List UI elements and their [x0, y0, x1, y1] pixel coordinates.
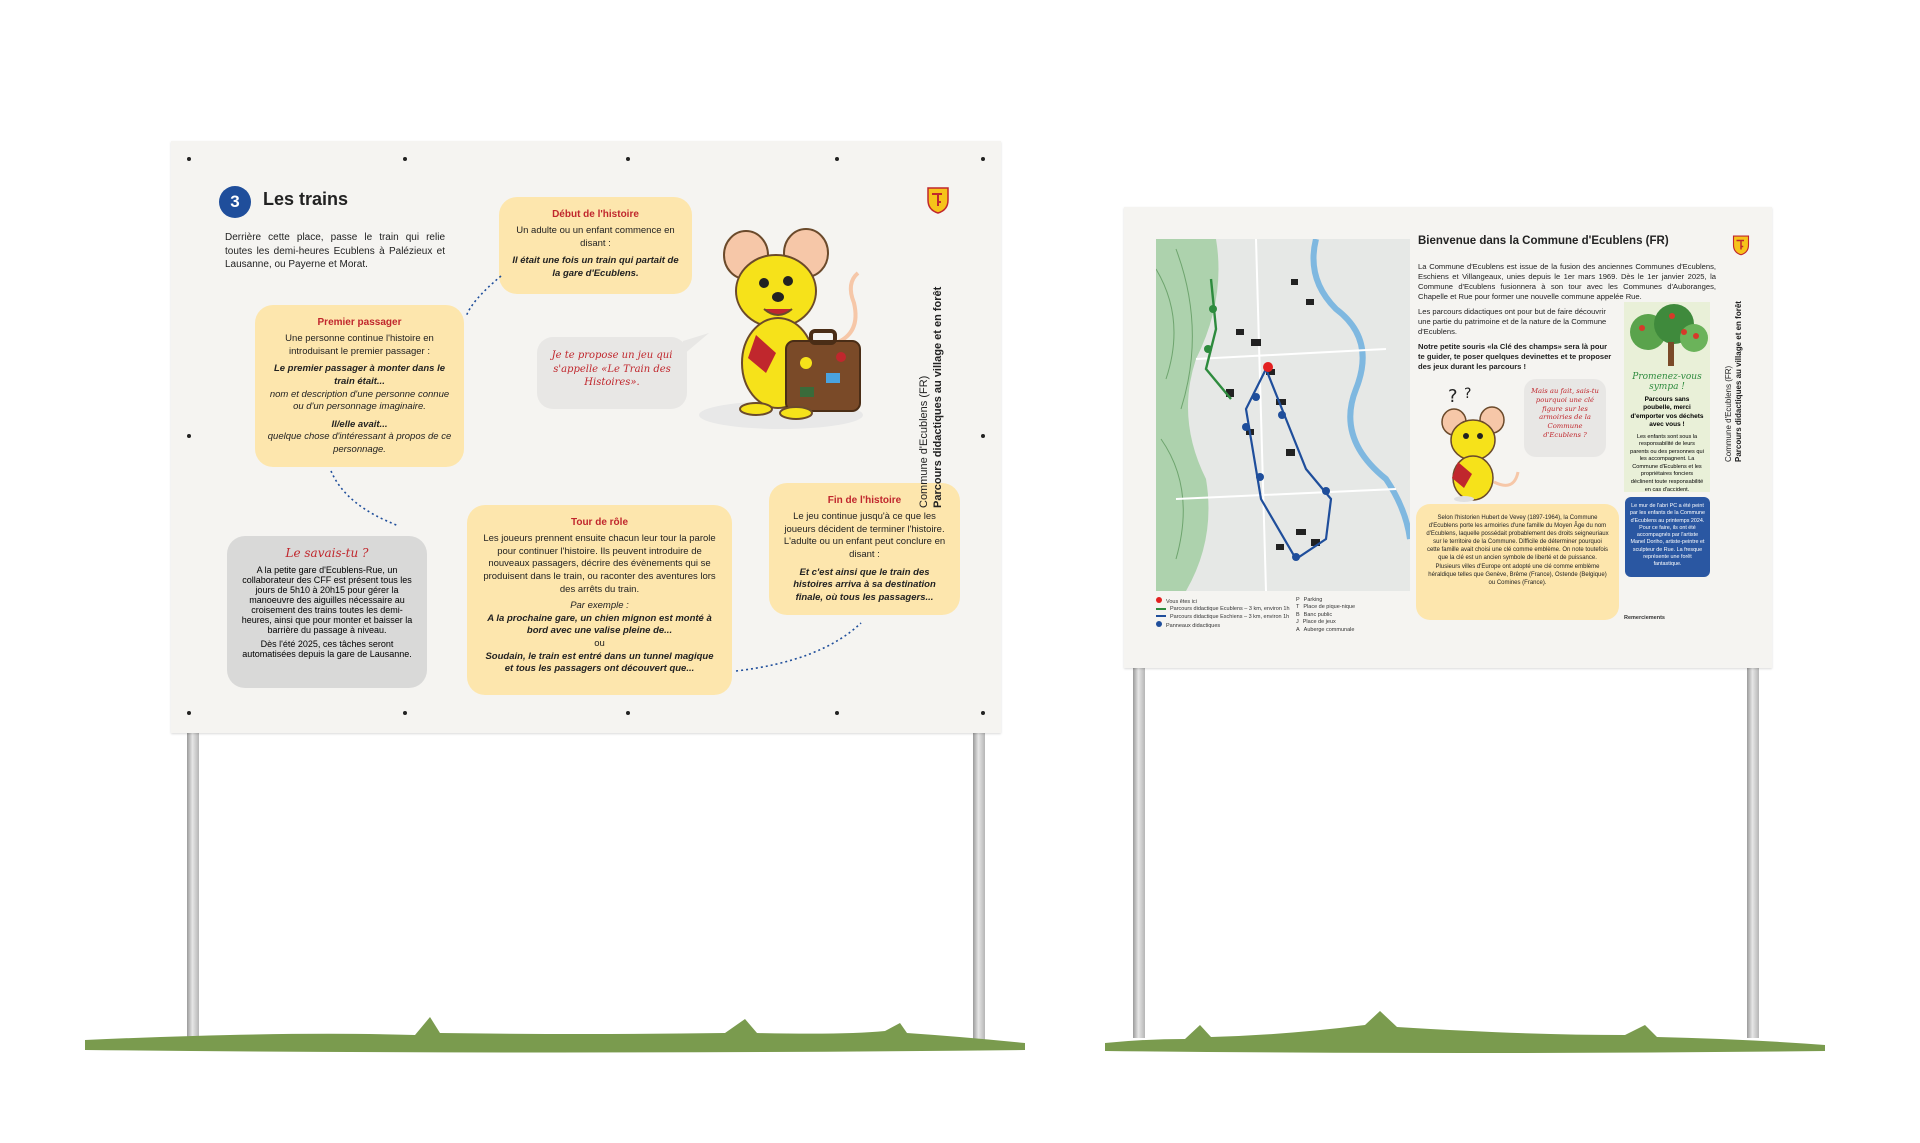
- end-quote: Et c'est ainsi que le train des histoires arriva à sa destination finale, où tous les passagers...: [793, 566, 936, 603]
- first-passenger-quote2: Il/elle avait...: [331, 418, 388, 430]
- walk-text: Les enfants sont sous la responsabilité de leurs parents ou des personnes qui les accompagnent. La Commune d'Ecublens et les propriétaires fonciers déclinent toute responsabilité en cas d'accident.: [1630, 433, 1704, 493]
- intro-text: Derrière cette place, passe le train qui relie toutes les demi-heures Ecublens à Palézieux et Lausanne, ou Payerne et Morat.: [225, 232, 445, 270]
- legend-item: A Auberge communale: [1296, 626, 1355, 633]
- first-passenger-italic: nom et description d'une personne connue ou d'un personnage imaginaire.: [269, 388, 450, 413]
- picnic-icon: T: [1296, 604, 1300, 611]
- fact-text: A la petite gare d'Ecublens-Rue, un collaborateur des CFF est présent tous les jours de 5h10 à 20h15 pour gérer la manoeuvre des aiguilles nécessaire au croisement des trains toutes les demi-heures, ainsi que pour monter et baisser la barrière du passage à niveau.: [241, 565, 413, 635]
- legend-item: Vous êtes ici: [1156, 597, 1296, 606]
- commune-coat-of-arms-icon: [926, 186, 950, 214]
- history-bubble: [1416, 504, 1619, 620]
- right-board-post-left: [1133, 668, 1145, 1038]
- vertical-title-line-2: Parcours didactiques au village et en forêt: [931, 286, 944, 508]
- map-legend-right: [1296, 597, 1406, 634]
- first-passenger-italic2: quelque chose d'intéressant à propos de ce personnage.: [267, 431, 452, 455]
- turn-title: Tour de rôle: [570, 517, 629, 528]
- end-text: Le jeu continue jusqu'à ce que les joueurs décident de terminer l'histoire. L'adulte ou un enfant peut conclure en disant :: [783, 511, 946, 560]
- start-quote: Il était une fois un train qui partait de la gare d'Ecublens.: [512, 255, 679, 279]
- walk-title: Promenez-vous sympa !: [1632, 372, 1702, 392]
- left-board-post-left: [187, 730, 199, 1040]
- credits: Remerciements: [1624, 615, 1665, 621]
- walk-panel: [1624, 302, 1710, 492]
- turn-text: Les joueurs prennent ensuite chacun leur tour la parole pour continuer l'histoire. Ils peuvent introduire de nouveaux passagers, décrire des évènements qui se produisent dans le train, ou raconter des aventures lors des arrêts du train.: [483, 533, 716, 595]
- station-number-badge: 3: [219, 186, 251, 218]
- right-board-post-right: [1747, 668, 1759, 1038]
- vertical-title-line-2: Parcours didactiques au village et en forêt: [1734, 301, 1743, 462]
- grass-right: [1105, 1005, 1825, 1055]
- turn-quote2: Soudain, le train est entré dans un tunnel magique et tous les passagers ont découvert que...: [485, 650, 714, 675]
- mouse-speech-text: Mais au fait, sais-tu pourquoi une clé figure sur les armoiries de la Commune d'Ecublens ?: [1531, 387, 1599, 440]
- turn-quote1: A la prochaine gare, un chien mignon est monté à bord avec une valise pleine de...: [487, 612, 712, 637]
- first-passenger-text: Une personne continue l'histoire en introduisant le premier passager :: [285, 333, 434, 357]
- you-are-here-icon: [1156, 597, 1162, 603]
- vertical-title-line-1: Commune d'Ecublens (FR): [1724, 365, 1733, 462]
- welcome-title: Bienvenue dans la Commune d'Ecublens (FR): [1418, 235, 1669, 247]
- panel-marker-icon: [1156, 621, 1162, 627]
- svg-text:?: ?: [1464, 386, 1472, 402]
- thinking-mouse-illustration: [1414, 382, 1526, 502]
- mouse-speech-bubble: [1524, 379, 1606, 457]
- fact-text-2: Dès l'été 2025, ces tâches seront automatisées depuis la gare de Lausanne.: [242, 639, 412, 659]
- playground-icon: J: [1296, 619, 1299, 626]
- vertical-title: [1724, 262, 1744, 462]
- green-route-icon: [1156, 608, 1166, 610]
- legend-item: Parcours didactique Ecublens – 3 km, environ 1h: [1156, 606, 1296, 613]
- fresco-note-text: Le mur de l'abri PC a été peint par les enfants de la Commune d'Ecublens au printemps 2024. Pour ce faire, ils ont été accompagnés par l'artiste Manel Doriho, artiste-peintre et sculpteur de Rue. La fresque représente une forêt fantastique.: [1630, 503, 1705, 568]
- svg-text:?: ?: [1448, 386, 1458, 407]
- intro-paragraph-1: La Commune d'Ecublens est issue de la fusion des anciennes Communes d'Ecublens, Eschiens et Villangeaux, unies depuis le 1er mars 1969. Dès le 1er janvier 2025, la Commune d'Ecublens fusionnera à son tour avec les Communes d'Auboranges, Chapelle et Rue pour former une nouvelle commune appelée Rue.: [1418, 262, 1716, 301]
- page-title: Les trains: [263, 189, 349, 209]
- end-title: Fin de l'histoire: [827, 495, 902, 506]
- parking-icon: P: [1296, 597, 1300, 603]
- vertical-title: [918, 223, 946, 508]
- blue-route-icon: [1156, 615, 1166, 617]
- fact-title: Le savais-tu ?: [285, 546, 369, 560]
- map-legend-left: [1156, 597, 1296, 631]
- intro-paragraph-2: Les parcours didactiques ont pour but de faire découvrir une partie du patrimoine et de la nature de la Commune d'Ecublens.: [1418, 307, 1607, 336]
- legend-item: T Place de pique-nique: [1296, 604, 1356, 611]
- start-title: Début de l'histoire: [552, 209, 639, 220]
- start-text: Un adulte ou un enfant commence en disant :: [516, 225, 675, 249]
- village-map: [1156, 239, 1410, 591]
- bench-icon: B: [1296, 611, 1300, 618]
- intro-paragraph-3: Notre petite souris «la Clé des champs» sera là pour te guider, te poser quelques devinettes et te proposer des jeux durant les parcours !: [1418, 342, 1612, 371]
- left-board: [171, 141, 1001, 733]
- first-passenger-quote: Le premier passager à monter dans le train était...: [273, 363, 446, 387]
- history-text: Selon l'historien Hubert de Vevey (1897-1964), la Commune d'Ecublens porte les armoiries d'une famille du Moyen Âge du nom d'Ecublens, laquelle possédait probablement des droits seigneuriaux sur le territoire de la Commune. Difficile de déterminer pourquoi cette famille avait choisi une clé comme emblème. On note toutefois que la clé est un ancien symbole de liberté et de puissance. Plusieurs villes d'Europe ont adopté une clé comme emblème héraldique telles que Genève, Brême (France), Ostende (Belgique) ou Comines (France).: [1426, 515, 1609, 586]
- first-passenger-title: Premier passager: [317, 317, 402, 328]
- grass-left: [85, 1005, 1025, 1055]
- legend-item: P Parking: [1296, 597, 1323, 603]
- fresco-note: [1625, 497, 1710, 577]
- walk-bold: Parcours sans poubelle, merci d'emporter vos déchets avec vous !: [1630, 396, 1704, 429]
- legend-item: Parcours didactique Eschiens – 3 km, environ 1h: [1156, 614, 1296, 621]
- tree-icon: [1624, 302, 1710, 372]
- commune-coat-of-arms-icon: [1732, 234, 1750, 256]
- turn-or: ou: [594, 638, 605, 649]
- right-board: [1124, 207, 1772, 668]
- legend-item: Panneaux didactiques: [1156, 621, 1296, 630]
- turn-example: Par exemple :: [570, 600, 629, 612]
- vertical-title-line-1: Commune d'Ecublens (FR): [918, 375, 930, 508]
- mouse-speech-text: Je te propose un jeu qui s'appelle «Le Train des Histoires».: [551, 350, 673, 388]
- left-board-post-right: [973, 730, 985, 1040]
- legend-item: B Banc public: [1296, 611, 1333, 618]
- inn-icon: A: [1296, 626, 1300, 633]
- legend-item: J Place de jeux: [1296, 619, 1336, 626]
- flow-arrows: [171, 141, 1001, 733]
